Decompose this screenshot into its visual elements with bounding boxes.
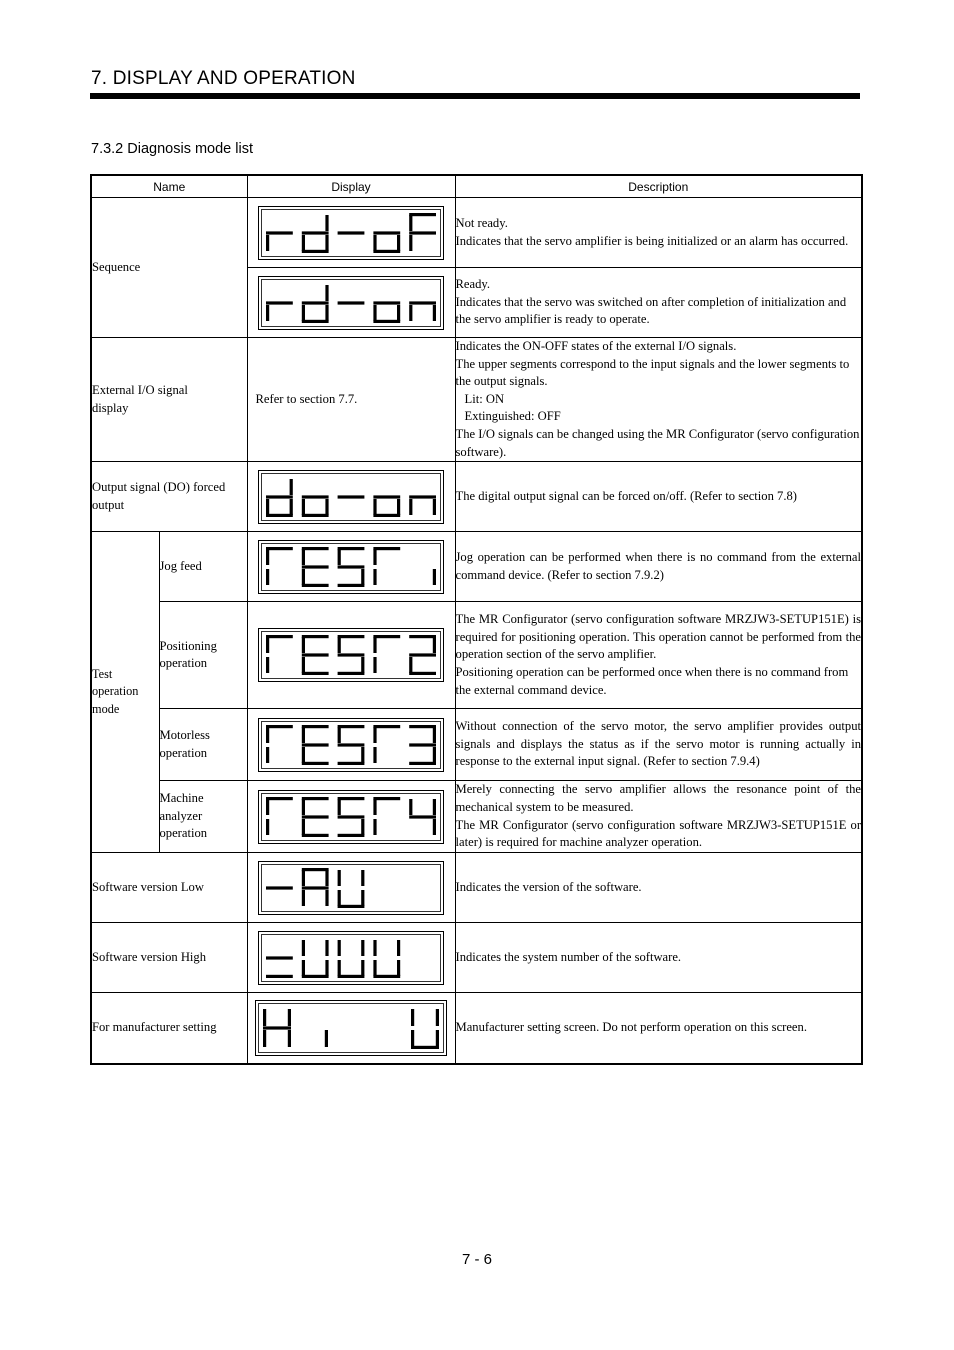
desc-line: Without connection of the servo motor, the servo amplifier provides output signals and displays the status as if the servo motor is running actually in response to the external input signal. (Refer to section 7.9.4) <box>455 719 862 769</box>
segment-bar <box>302 797 329 800</box>
sub-name-motorless: Motorless operation <box>159 709 247 781</box>
desc-line: Jog operation can be performed when there is no command from the external command device. (Refer to section 7.9.2) <box>455 550 862 582</box>
desc-line: The I/O signals can be changed using the MR Configurator (servo configuration software). <box>455 426 860 459</box>
segment-bar <box>325 940 328 956</box>
segment-bar <box>409 799 412 815</box>
chapter-title: 7. DISPLAY AND OPERATION <box>91 68 356 89</box>
segment-bar <box>361 747 364 763</box>
segment-bar <box>409 235 412 251</box>
seven-seg-display <box>258 470 444 524</box>
desc-line: Merely connecting the servo amplifier allows the resonance point of the mechanical system to be measured. <box>455 782 862 815</box>
segment-bar <box>373 549 376 565</box>
seven-seg-display <box>258 276 444 330</box>
segment-bar <box>302 249 329 252</box>
desc-line: Indicates the version of the software. <box>455 879 642 894</box>
segment-bar <box>436 1030 439 1047</box>
segment-bar <box>302 747 305 763</box>
sub-name-machine-analyzer: Machine analyzer operation <box>159 781 247 853</box>
segment-bar <box>338 637 341 653</box>
segment-bar <box>338 672 365 675</box>
desc-line: Not ready. <box>455 215 508 230</box>
display-cell <box>247 532 455 602</box>
segment-bar <box>373 747 376 763</box>
segment-bar <box>338 940 341 956</box>
segment-bar <box>373 569 376 585</box>
segment-bar <box>325 1030 328 1047</box>
segment-bar <box>373 319 400 322</box>
description-cell <box>455 923 862 993</box>
segment-bar <box>302 635 329 638</box>
description-cell <box>455 853 862 923</box>
segment-bar <box>302 654 329 657</box>
segment-bar <box>302 743 329 746</box>
segment-bar <box>409 657 412 673</box>
segment-bar <box>409 231 436 234</box>
display-cell <box>247 781 455 853</box>
segment-bar <box>373 249 400 252</box>
segment-bar <box>302 637 305 653</box>
segment-bar <box>411 1009 414 1026</box>
segment-bar <box>338 904 365 907</box>
segment-bar <box>338 495 365 498</box>
segment-bar <box>302 799 305 815</box>
segment-bar <box>373 235 376 251</box>
table-row <box>91 853 862 923</box>
seven-seg-display <box>258 790 444 844</box>
desc-line: Indicates that the servo was switched on after completion of initialization and the servo amplifier is ready to operate. <box>455 294 847 327</box>
segment-bar <box>338 960 341 976</box>
segment-bar <box>302 725 329 728</box>
segment-bar <box>302 870 305 886</box>
segment-bar <box>338 743 365 746</box>
segment-bar <box>325 960 328 976</box>
segment-bar <box>373 495 400 498</box>
desc-line: The MR Configurator (servo configuration software MRZJW3-SETUP151E or later) is required for machine analyzer operation. <box>455 817 862 850</box>
display-cell <box>247 602 455 709</box>
segment-bar <box>325 235 328 251</box>
description-cell <box>455 781 862 853</box>
segment-bar <box>266 231 293 234</box>
segment-bar <box>361 940 364 956</box>
segment-bar <box>266 305 269 321</box>
table-row <box>91 709 862 781</box>
segment-bar <box>361 960 364 976</box>
header-description: Description <box>455 175 862 198</box>
segment-bar <box>338 727 341 743</box>
segment-bar <box>433 727 436 743</box>
display-cell <box>247 923 455 993</box>
segment-bar <box>361 569 364 585</box>
display-cell <box>247 709 455 781</box>
desc-line: The upper segments correspond to the input signals and the lower segments to the output signals. <box>455 356 850 389</box>
segment-bar <box>338 797 365 800</box>
segment-bar <box>266 499 269 515</box>
segment-bar <box>302 890 305 906</box>
segment-bar <box>263 1009 266 1026</box>
desc-line: Indicates the ON-OFF states of the external I/O signals. <box>455 339 737 353</box>
desc-line: The digital output signal can be forced on/off. (Refer to section 7.8) <box>455 488 797 503</box>
desc-line: Ready. <box>455 277 491 292</box>
segment-bar <box>338 565 365 568</box>
segment-bar <box>409 213 436 216</box>
segment-bar <box>302 301 329 304</box>
segment-bar <box>338 635 365 638</box>
segment-bar <box>266 569 269 585</box>
table-header-row <box>91 175 862 198</box>
table-row <box>91 198 862 268</box>
page-number: 7 - 6 <box>461 1251 492 1268</box>
segment-bar <box>409 725 436 728</box>
segment-bar <box>302 495 329 498</box>
header-display: Display <box>247 175 455 198</box>
segment-bar <box>338 231 365 234</box>
segment-bar <box>266 495 293 498</box>
display-text-cell: Refer to section 7.7. <box>247 338 455 462</box>
desc-line: The MR Configurator (servo configuration software MRZJW3-SETUP151E) is required for positioning operation. This operation cannot be performed from the operation section of the servo amplifier. <box>455 612 862 662</box>
segment-bar <box>433 819 436 835</box>
segment-bar <box>266 725 293 728</box>
desc-line: Indicates that the servo amplifier is being initialized or an alarm has occurred. <box>455 233 849 248</box>
segment-bar <box>373 499 376 515</box>
segment-bar <box>266 799 269 815</box>
segment-bar <box>325 285 328 301</box>
table-row <box>91 462 862 532</box>
segment-bar <box>266 513 293 516</box>
segment-bar <box>338 547 365 550</box>
section-title: 7.3.2 Diagnosis mode list <box>91 141 253 157</box>
segment-bar <box>361 890 364 906</box>
seven-seg-display <box>258 628 444 682</box>
segment-bar <box>338 815 365 818</box>
segment-bar <box>409 654 436 657</box>
segment-bar <box>266 956 293 959</box>
segment-bar <box>409 672 436 675</box>
segment-bar <box>266 635 293 638</box>
table-row <box>91 993 862 1064</box>
header-name: Name <box>91 175 247 198</box>
segment-bar <box>302 940 305 956</box>
segment-bar <box>266 886 293 889</box>
segment-bar <box>266 747 269 763</box>
sub-name-jog: Jog feed <box>159 532 247 602</box>
segment-bar <box>325 890 328 906</box>
seven-seg-display <box>258 540 444 594</box>
segment-bar <box>409 635 436 638</box>
segment-bar <box>397 499 400 515</box>
segment-bar <box>433 305 436 321</box>
segment-bar <box>433 569 436 585</box>
description-cell <box>455 602 862 709</box>
segment-bar <box>302 583 329 586</box>
segment-bar <box>266 637 269 653</box>
segment-bar <box>409 301 436 304</box>
table-row <box>91 923 862 993</box>
seven-seg-display <box>258 206 444 260</box>
sub-name-positioning: Positioning operation <box>159 602 247 709</box>
display-cell <box>247 198 455 268</box>
segment-bar <box>302 974 329 977</box>
row-name-sw-low: Software version Low <box>91 853 247 923</box>
segment-bar <box>302 886 329 889</box>
segment-bar <box>266 974 293 977</box>
row-name-sequence: Sequence <box>91 198 247 338</box>
desc-line: Positioning operation can be performed once when there is no command from the external command device. <box>455 664 849 697</box>
row-name-sw-high: Software version High <box>91 923 247 993</box>
desc-line: Indicates the system number of the software. <box>455 949 682 964</box>
description-cell <box>455 338 862 462</box>
desc-line: Manufacturer setting screen. Do not perform operation on this screen. <box>455 1020 807 1035</box>
segment-bar <box>373 940 376 956</box>
display-cell <box>247 853 455 923</box>
segment-bar <box>290 499 293 515</box>
segment-bar <box>266 547 293 550</box>
seven-seg-display <box>258 931 444 985</box>
segment-bar <box>373 305 376 321</box>
segment-bar <box>409 305 412 321</box>
segment-bar <box>302 833 329 836</box>
segment-bar <box>338 654 365 657</box>
segment-bar <box>266 797 293 800</box>
segment-bar <box>338 761 365 764</box>
segment-bar <box>302 727 305 743</box>
segment-bar <box>433 799 436 815</box>
segment-bar <box>302 547 329 550</box>
segment-bar <box>361 819 364 835</box>
segment-bar <box>288 1030 291 1047</box>
segment-bar <box>302 513 329 516</box>
segment-bar <box>361 870 364 886</box>
display-cell <box>247 462 455 532</box>
segment-bar <box>433 747 436 763</box>
segment-bar <box>373 657 376 673</box>
segment-bar <box>325 305 328 321</box>
segment-bar <box>266 657 269 673</box>
segment-bar <box>302 672 329 675</box>
description-cell <box>455 709 862 781</box>
segment-bar <box>266 819 269 835</box>
segment-bar <box>433 499 436 515</box>
segment-bar <box>302 815 329 818</box>
table-row <box>91 602 862 709</box>
segment-bar <box>302 319 329 322</box>
row-name-external-io: External I/O signal display <box>91 338 247 462</box>
segment-bar <box>373 513 400 516</box>
desc-line: Extinguished: OFF <box>464 409 561 424</box>
segment-bar <box>302 569 305 585</box>
segment-bar <box>302 549 305 565</box>
segment-bar <box>338 890 341 906</box>
segment-bar <box>290 479 293 495</box>
segment-bar <box>302 960 305 976</box>
segment-bar <box>409 815 436 818</box>
desc-line: Lit: ON <box>464 391 505 406</box>
display-cell <box>247 993 455 1064</box>
segment-bar <box>373 547 400 550</box>
segment-bar <box>409 215 412 231</box>
row-name-mfr: For manufacturer setting <box>91 993 247 1064</box>
segment-bar <box>302 499 305 515</box>
segment-bar <box>338 549 341 565</box>
segment-bar <box>373 819 376 835</box>
segment-bar <box>302 305 305 321</box>
segment-bar <box>302 231 329 234</box>
segment-bar <box>338 799 341 815</box>
segment-bar <box>338 833 365 836</box>
header-rule <box>90 93 860 99</box>
row-name-do-forced: Output signal (DO) forced output <box>91 462 247 532</box>
segment-bar <box>325 215 328 231</box>
diagnosis-mode-table <box>90 174 863 1065</box>
segment-bar <box>263 1026 291 1029</box>
segment-bar <box>302 868 329 871</box>
segment-bar <box>373 231 400 234</box>
segment-bar <box>338 301 365 304</box>
segment-bar <box>266 235 269 251</box>
seven-seg-display <box>258 861 444 915</box>
description-cell <box>455 532 862 602</box>
description-cell <box>455 198 862 268</box>
segment-bar <box>373 725 400 728</box>
segment-bar <box>433 637 436 653</box>
segment-bar <box>411 1046 439 1049</box>
segment-bar <box>263 1030 266 1047</box>
segment-bar <box>302 657 305 673</box>
segment-bar <box>302 235 305 251</box>
segment-bar <box>409 761 436 764</box>
segment-bar <box>436 1009 439 1026</box>
segment-bar <box>397 940 400 956</box>
segment-bar <box>325 499 328 515</box>
seven-seg-display <box>255 1000 447 1056</box>
segment-bar <box>288 1009 291 1026</box>
segment-bar <box>409 499 412 515</box>
segment-bar <box>373 797 400 800</box>
segment-bar <box>397 305 400 321</box>
segment-bar <box>409 495 436 498</box>
table-row <box>91 338 862 462</box>
segment-bar <box>397 960 400 976</box>
segment-bar <box>302 819 305 835</box>
segment-bar <box>373 727 376 743</box>
segment-bar <box>338 583 365 586</box>
description-cell <box>455 268 862 338</box>
segment-bar <box>373 960 376 976</box>
segment-bar <box>338 725 365 728</box>
segment-bar <box>302 565 329 568</box>
segment-bar <box>373 301 400 304</box>
segment-bar <box>266 727 269 743</box>
segment-bar <box>338 870 341 886</box>
segment-bar <box>266 549 269 565</box>
description-cell <box>455 462 862 532</box>
table-row <box>91 781 862 853</box>
seven-seg-display <box>258 718 444 772</box>
segment-bar <box>373 974 400 977</box>
segment-bar <box>302 761 329 764</box>
segment-bar <box>338 974 365 977</box>
segment-bar <box>373 635 400 638</box>
table-row <box>91 532 862 602</box>
display-cell <box>247 268 455 338</box>
segment-bar <box>411 1030 414 1047</box>
segment-bar <box>397 235 400 251</box>
segment-bar <box>373 637 376 653</box>
segment-bar <box>409 743 436 746</box>
description-cell <box>455 993 862 1064</box>
row-name-test-mode: Test operation mode <box>91 532 159 853</box>
segment-bar <box>361 657 364 673</box>
segment-bar <box>325 870 328 886</box>
segment-bar <box>266 301 293 304</box>
segment-bar <box>373 799 376 815</box>
